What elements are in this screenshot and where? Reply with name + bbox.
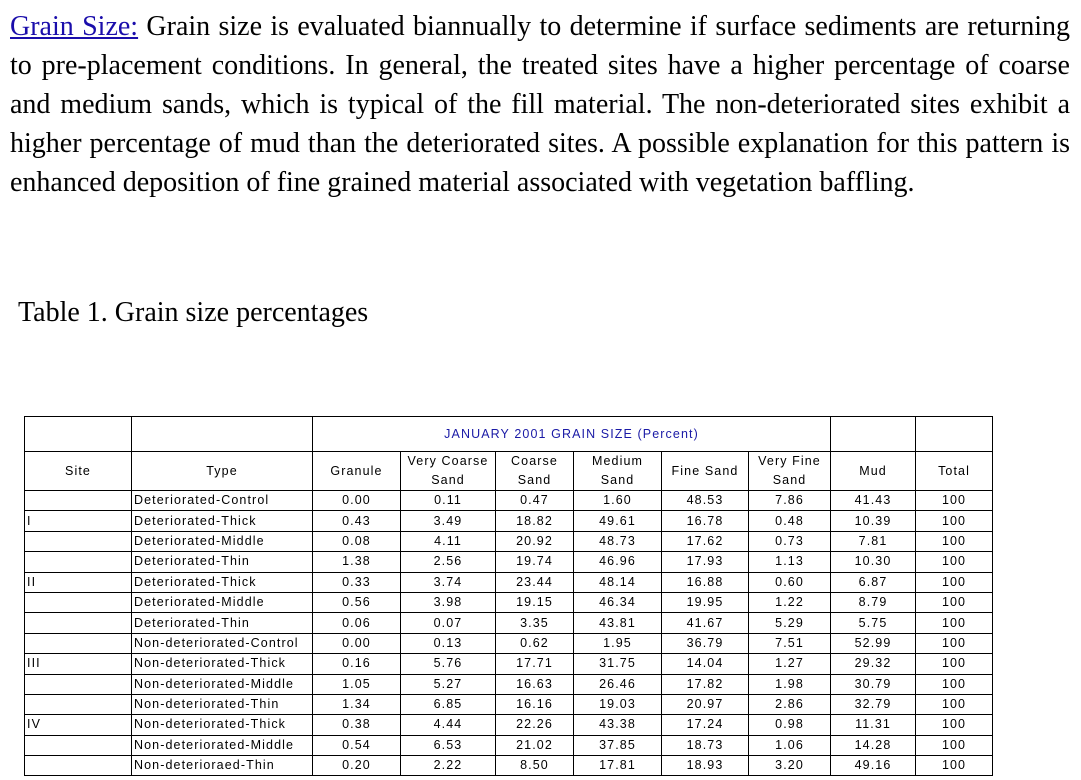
- fine-sand-cell: 14.04: [662, 654, 749, 674]
- total-cell: 100: [916, 735, 993, 755]
- title-spacer-type: [132, 417, 313, 452]
- site-cell: IV: [25, 715, 132, 735]
- site-cell: [25, 735, 132, 755]
- very-fine-sand-cell: 7.51: [749, 633, 831, 653]
- type-cell: Non-deterioraed-Thin: [132, 756, 313, 776]
- mud-cell: 41.43: [831, 491, 916, 511]
- column-header-total: Total: [916, 452, 993, 491]
- granule-cell: 1.38: [313, 552, 401, 572]
- type-cell: Deteriorated-Thick: [132, 511, 313, 531]
- very-fine-sand-cell: 7.86: [749, 491, 831, 511]
- very-fine-sand-cell: 0.98: [749, 715, 831, 735]
- intro-paragraph: [10, 7, 1070, 202]
- very-fine-sand-cell: 2.86: [749, 694, 831, 714]
- table-caption: Table 1. Grain size percentages: [18, 297, 369, 328]
- site-cell: [25, 674, 132, 694]
- table-row: [25, 654, 993, 674]
- fine-sand-cell: 36.79: [662, 633, 749, 653]
- very-coarse-sand-cell: 5.27: [401, 674, 496, 694]
- very-coarse-sand-cell: 5.76: [401, 654, 496, 674]
- intro-body-text: Grain size is evaluated biannually to determine if surface sediments are returning to pre-placement conditions. In general, the treated sites have a higher percentage of coarse and medium sands, which is typical of the fill material. The non-deteriorated sites exhibit a higher percentage of mud than the deteriorated sites. A possible explanation for this pattern is enhanced deposition of fine grained material associated with vegetation baffling.: [10, 11, 1070, 198]
- coarse-sand-cell: 0.47: [496, 491, 574, 511]
- table-row: [25, 694, 993, 714]
- granule-cell: 0.00: [313, 491, 401, 511]
- medium-sand-cell: 19.03: [574, 694, 662, 714]
- type-cell: Deteriorated-Control: [132, 491, 313, 511]
- type-cell: Deteriorated-Middle: [132, 531, 313, 551]
- very-fine-sand-cell: 1.27: [749, 654, 831, 674]
- coarse-sand-cell: 22.26: [496, 715, 574, 735]
- medium-sand-cell: 49.61: [574, 511, 662, 531]
- site-cell: [25, 756, 132, 776]
- fine-sand-cell: 16.78: [662, 511, 749, 531]
- total-cell: 100: [916, 694, 993, 714]
- very-fine-sand-cell: 5.29: [749, 613, 831, 633]
- total-cell: 100: [916, 572, 993, 592]
- coarse-sand-cell: 18.82: [496, 511, 574, 531]
- very-coarse-sand-cell: 3.98: [401, 592, 496, 612]
- coarse-sand-cell: 23.44: [496, 572, 574, 592]
- fine-sand-cell: 41.67: [662, 613, 749, 633]
- mud-cell: 10.30: [831, 552, 916, 572]
- medium-sand-cell: 17.81: [574, 756, 662, 776]
- total-cell: 100: [916, 715, 993, 735]
- table-group-title: JANUARY 2001 GRAIN SIZE (Percent): [313, 417, 831, 452]
- site-cell: [25, 694, 132, 714]
- very-fine-sand-cell: 1.13: [749, 552, 831, 572]
- granule-cell: 1.05: [313, 674, 401, 694]
- granule-cell: 0.33: [313, 572, 401, 592]
- site-cell: [25, 592, 132, 612]
- title-spacer-site: [25, 417, 132, 452]
- site-cell: I: [25, 511, 132, 531]
- very-fine-sand-cell: 1.22: [749, 592, 831, 612]
- coarse-sand-cell: 19.74: [496, 552, 574, 572]
- column-header-granule: Granule: [313, 452, 401, 491]
- type-cell: Non-deteriorated-Middle: [132, 674, 313, 694]
- column-header-row: [25, 452, 993, 491]
- coarse-sand-cell: 21.02: [496, 735, 574, 755]
- coarse-sand-cell: 16.16: [496, 694, 574, 714]
- fine-sand-cell: 20.97: [662, 694, 749, 714]
- very-fine-sand-cell: 1.06: [749, 735, 831, 755]
- type-cell: Deteriorated-Thin: [132, 613, 313, 633]
- very-fine-sand-cell: 0.48: [749, 511, 831, 531]
- total-cell: 100: [916, 531, 993, 551]
- very-fine-sand-cell: 0.60: [749, 572, 831, 592]
- column-header-mud: Mud: [831, 452, 916, 491]
- total-cell: 100: [916, 491, 993, 511]
- type-cell: Non-deteriorated-Thick: [132, 654, 313, 674]
- very-fine-sand-cell: 3.20: [749, 756, 831, 776]
- site-cell: [25, 613, 132, 633]
- table-row: [25, 511, 993, 531]
- total-cell: 100: [916, 613, 993, 633]
- total-cell: 100: [916, 592, 993, 612]
- fine-sand-cell: 17.82: [662, 674, 749, 694]
- mud-cell: 8.79: [831, 592, 916, 612]
- medium-sand-cell: 26.46: [574, 674, 662, 694]
- column-header-very-coarse-sand: Very Coarse Sand: [401, 452, 496, 491]
- mud-cell: 5.75: [831, 613, 916, 633]
- title-spacer-mud: [831, 417, 916, 452]
- fine-sand-cell: 19.95: [662, 592, 749, 612]
- medium-sand-cell: 43.38: [574, 715, 662, 735]
- coarse-sand-cell: 0.62: [496, 633, 574, 653]
- very-coarse-sand-cell: 6.53: [401, 735, 496, 755]
- site-cell: II: [25, 572, 132, 592]
- site-cell: III: [25, 654, 132, 674]
- table-row: [25, 491, 993, 511]
- very-coarse-sand-cell: 0.11: [401, 491, 496, 511]
- very-fine-sand-cell: 1.98: [749, 674, 831, 694]
- total-cell: 100: [916, 674, 993, 694]
- very-coarse-sand-cell: 3.74: [401, 572, 496, 592]
- granule-cell: 0.16: [313, 654, 401, 674]
- mud-cell: 7.81: [831, 531, 916, 551]
- granule-cell: 0.08: [313, 531, 401, 551]
- mud-cell: 10.39: [831, 511, 916, 531]
- very-coarse-sand-cell: 3.49: [401, 511, 496, 531]
- table-title-row: [25, 417, 993, 452]
- table-row: [25, 633, 993, 653]
- coarse-sand-cell: 20.92: [496, 531, 574, 551]
- medium-sand-cell: 48.14: [574, 572, 662, 592]
- type-cell: Non-deteriorated-Middle: [132, 735, 313, 755]
- type-cell: Non-deteriorated-Control: [132, 633, 313, 653]
- granule-cell: 0.20: [313, 756, 401, 776]
- grain-size-table: [24, 416, 993, 776]
- type-cell: Deteriorated-Thin: [132, 552, 313, 572]
- table-row: [25, 572, 993, 592]
- granule-cell: 0.06: [313, 613, 401, 633]
- fine-sand-cell: 48.53: [662, 491, 749, 511]
- very-coarse-sand-cell: 4.11: [401, 531, 496, 551]
- coarse-sand-cell: 8.50: [496, 756, 574, 776]
- table-row: [25, 756, 993, 776]
- type-cell: Non-deteriorated-Thick: [132, 715, 313, 735]
- mud-cell: 30.79: [831, 674, 916, 694]
- very-coarse-sand-cell: 2.22: [401, 756, 496, 776]
- granule-cell: 0.38: [313, 715, 401, 735]
- mud-cell: 52.99: [831, 633, 916, 653]
- column-header-site: Site: [25, 452, 132, 491]
- mud-cell: 6.87: [831, 572, 916, 592]
- site-cell: [25, 491, 132, 511]
- granule-cell: 1.34: [313, 694, 401, 714]
- coarse-sand-cell: 3.35: [496, 613, 574, 633]
- very-coarse-sand-cell: 6.85: [401, 694, 496, 714]
- granule-cell: 0.54: [313, 735, 401, 755]
- granule-cell: 0.00: [313, 633, 401, 653]
- granule-cell: 0.43: [313, 511, 401, 531]
- medium-sand-cell: 46.96: [574, 552, 662, 572]
- granule-cell: 0.56: [313, 592, 401, 612]
- type-cell: Deteriorated-Thick: [132, 572, 313, 592]
- medium-sand-cell: 43.81: [574, 613, 662, 633]
- medium-sand-cell: 46.34: [574, 592, 662, 612]
- very-coarse-sand-cell: 2.56: [401, 552, 496, 572]
- total-cell: 100: [916, 654, 993, 674]
- grain-size-heading-link[interactable]: Grain Size:: [10, 11, 139, 42]
- table-row: [25, 674, 993, 694]
- total-cell: 100: [916, 633, 993, 653]
- fine-sand-cell: 17.24: [662, 715, 749, 735]
- very-fine-sand-cell: 0.73: [749, 531, 831, 551]
- column-header-coarse-sand: Coarse Sand: [496, 452, 574, 491]
- fine-sand-cell: 17.93: [662, 552, 749, 572]
- coarse-sand-cell: 17.71: [496, 654, 574, 674]
- medium-sand-cell: 1.95: [574, 633, 662, 653]
- mud-cell: 32.79: [831, 694, 916, 714]
- medium-sand-cell: 48.73: [574, 531, 662, 551]
- coarse-sand-cell: 16.63: [496, 674, 574, 694]
- table-row: [25, 592, 993, 612]
- medium-sand-cell: 1.60: [574, 491, 662, 511]
- total-cell: 100: [916, 511, 993, 531]
- medium-sand-cell: 37.85: [574, 735, 662, 755]
- very-coarse-sand-cell: 4.44: [401, 715, 496, 735]
- total-cell: 100: [916, 552, 993, 572]
- very-coarse-sand-cell: 0.07: [401, 613, 496, 633]
- mud-cell: 29.32: [831, 654, 916, 674]
- fine-sand-cell: 17.62: [662, 531, 749, 551]
- fine-sand-cell: 18.73: [662, 735, 749, 755]
- column-header-type: Type: [132, 452, 313, 491]
- grain-table-body: [25, 417, 993, 776]
- mud-cell: 11.31: [831, 715, 916, 735]
- title-spacer-total: [916, 417, 993, 452]
- type-cell: Non-deteriorated-Thin: [132, 694, 313, 714]
- table-row: [25, 715, 993, 735]
- table-row: [25, 552, 993, 572]
- column-header-fine-sand: Fine Sand: [662, 452, 749, 491]
- very-coarse-sand-cell: 0.13: [401, 633, 496, 653]
- fine-sand-cell: 18.93: [662, 756, 749, 776]
- column-header-very-fine-sand: Very Fine Sand: [749, 452, 831, 491]
- mud-cell: 14.28: [831, 735, 916, 755]
- site-cell: [25, 552, 132, 572]
- medium-sand-cell: 31.75: [574, 654, 662, 674]
- fine-sand-cell: 16.88: [662, 572, 749, 592]
- table-row: [25, 613, 993, 633]
- table-row: [25, 735, 993, 755]
- table-row: [25, 531, 993, 551]
- type-cell: Deteriorated-Middle: [132, 592, 313, 612]
- mud-cell: 49.16: [831, 756, 916, 776]
- total-cell: 100: [916, 756, 993, 776]
- site-cell: [25, 531, 132, 551]
- column-header-medium-sand: Medium Sand: [574, 452, 662, 491]
- site-cell: [25, 633, 132, 653]
- coarse-sand-cell: 19.15: [496, 592, 574, 612]
